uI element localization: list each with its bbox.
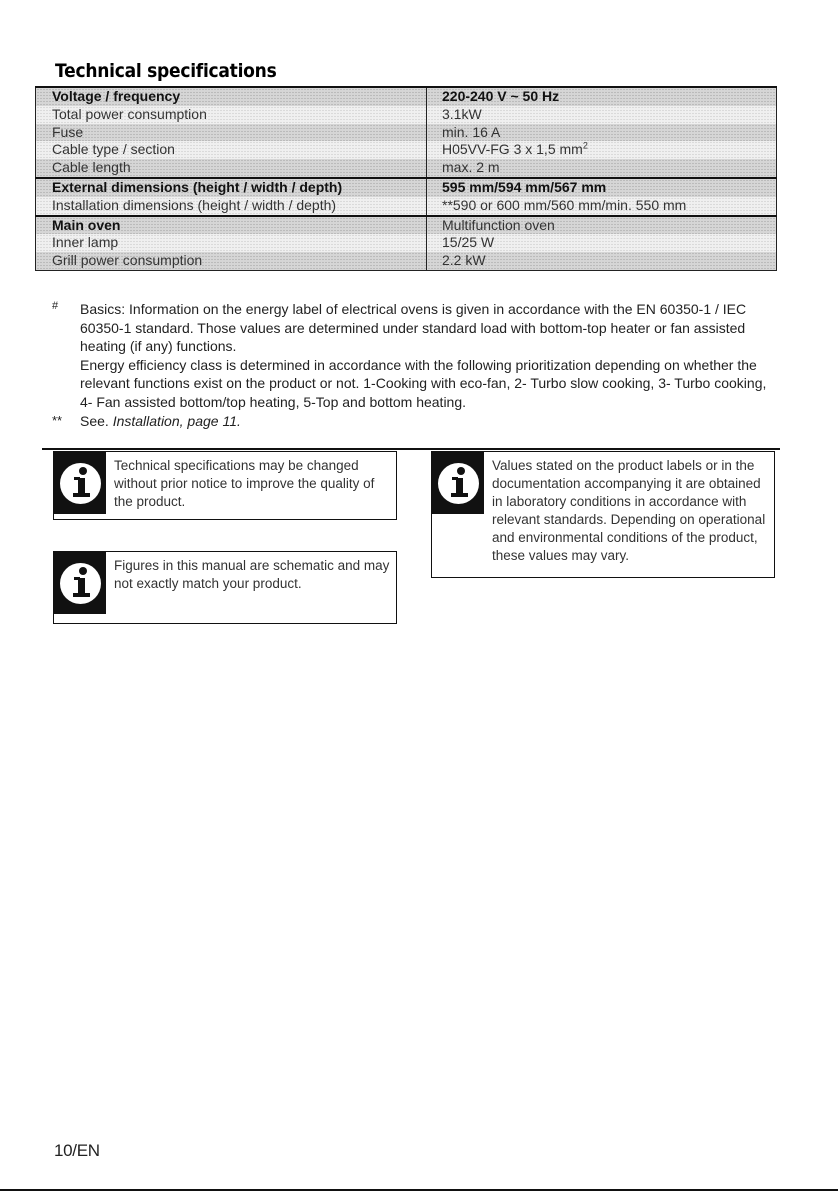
info-text: Figures in this manual are schematic and may not exactly match your product. bbox=[114, 558, 390, 591]
spec-row-installation-dimensions bbox=[36, 197, 777, 216]
spec-label: Cable length bbox=[36, 159, 427, 178]
see-reference: Installation, page 11. bbox=[112, 412, 241, 429]
info-box-specifications bbox=[53, 451, 397, 520]
spec-label: Main oven bbox=[36, 216, 427, 235]
hash-mark: # bbox=[52, 300, 59, 312]
spec-row-external-dimensions bbox=[36, 178, 777, 197]
specs-table bbox=[35, 86, 777, 271]
info-box-figures bbox=[53, 551, 397, 624]
spec-label: Grill power consumption bbox=[36, 252, 427, 270]
footnote-body bbox=[80, 300, 772, 412]
spec-row-cable-length bbox=[36, 159, 777, 178]
spec-label: Voltage / frequency bbox=[36, 87, 427, 106]
spec-row-voltage bbox=[36, 87, 777, 106]
info-icon bbox=[432, 452, 484, 514]
efficiency-note: Energy efficiency class is determined in accordance with the following prioritization depending on whether the relevant functions exist on the product or not. 1-Cooking with eco-fan, 2- Turbo slow cooking, 3- Turbo cooking, 4- Fan assisted bottom/top heating, 5-Top and bottom heating. bbox=[80, 356, 767, 410]
superscript: 2 bbox=[582, 141, 588, 151]
spec-value: 220-240 V ~ 50 Hz bbox=[427, 87, 777, 106]
spec-value-text: H05VV-FG 3 x 1,5 mm bbox=[442, 141, 583, 158]
spec-label: Fuse bbox=[36, 124, 427, 142]
see-prefix: See. bbox=[80, 412, 109, 429]
section-title: Technical specifications bbox=[55, 60, 277, 82]
spec-value: Multifunction oven bbox=[427, 216, 777, 235]
spec-row-grill-power bbox=[36, 252, 777, 270]
spec-row-inner-lamp bbox=[36, 234, 777, 252]
basics-note: Basics: Information on the energy label of electrical ovens is given in accordance with the EN 60350-1 / IEC 60350-1 standard. Those values are determined under standard load with bottom-top heater or fan assisted heating (if any) functions. bbox=[80, 301, 747, 355]
spec-value: max. 2 m bbox=[427, 159, 777, 178]
see-note bbox=[52, 412, 772, 431]
spec-value: 3.1kW bbox=[427, 106, 777, 124]
spec-row-power bbox=[36, 106, 777, 124]
spec-value: 595 mm/594 mm/567 mm bbox=[427, 178, 777, 197]
info-icon bbox=[54, 452, 106, 514]
spec-label: Total power consumption bbox=[36, 106, 427, 124]
page-number: 10/EN bbox=[54, 1141, 100, 1160]
spec-row-fuse bbox=[36, 124, 777, 142]
spec-label: Inner lamp bbox=[36, 234, 427, 252]
spec-value: min. 16 A bbox=[427, 124, 777, 142]
info-text: Technical specifications may be changed without prior notice to improve the quality of the product. bbox=[114, 458, 375, 509]
info-icon bbox=[54, 552, 106, 614]
section-divider bbox=[42, 448, 780, 450]
spec-label: Cable type / section bbox=[36, 141, 427, 159]
footnotes bbox=[52, 300, 772, 430]
info-text: Values stated on the product labels or in the documentation accompanying it are obtained in laboratory conditions in accordance with relevant standards. Depending on operational and environmental conditions of the product, these values may vary. bbox=[492, 458, 766, 563]
spec-row-cable-type bbox=[36, 141, 777, 159]
spec-row-main-oven bbox=[36, 216, 777, 235]
spec-value: 2.2 kW bbox=[427, 252, 777, 270]
spec-value: **590 or 600 mm/560 mm/min. 550 mm bbox=[427, 197, 777, 216]
see-text bbox=[80, 412, 772, 431]
star-mark: ** bbox=[52, 412, 63, 428]
spec-value: 15/25 W bbox=[427, 234, 777, 252]
spec-value bbox=[427, 141, 777, 159]
spec-label: Installation dimensions (height / width / depth) bbox=[36, 197, 427, 216]
info-box-values bbox=[431, 451, 775, 578]
spec-label: External dimensions (height / width / depth) bbox=[36, 178, 427, 197]
